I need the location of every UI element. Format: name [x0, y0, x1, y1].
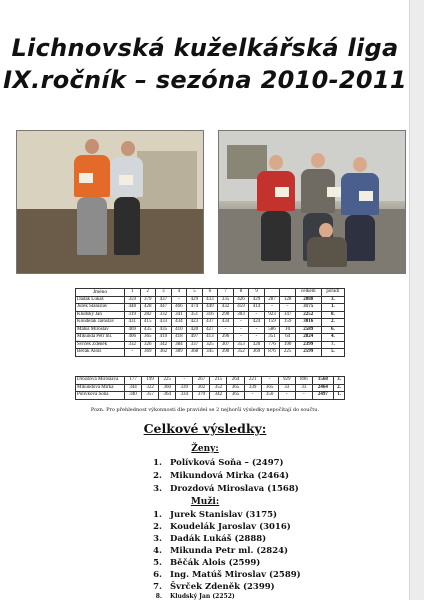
score-cell: 264: [227, 377, 244, 385]
table-header-row: [76, 289, 345, 297]
result-text: Koudelák Jaroslav (3016): [170, 522, 291, 532]
total-cell: 2888: [295, 296, 321, 304]
score-cell: 429: [187, 296, 203, 304]
score-cell: 365: [227, 392, 244, 400]
rank-cell: 7.: [321, 341, 344, 349]
score-cell: 390: [218, 349, 234, 357]
rank-cell: 2.: [334, 384, 345, 392]
overall-results-heading: Celkové výsledky:: [143, 421, 267, 436]
rank-number: 6.: [153, 570, 162, 580]
results-table-women: [75, 376, 345, 400]
score-cell: 929: [278, 377, 295, 385]
score-cell: 159: [280, 319, 296, 327]
rank-cell: 3.: [334, 377, 345, 385]
score-cell: 342: [210, 392, 227, 400]
score-cell: 433: [156, 319, 172, 327]
score-cell: 351: [187, 311, 203, 319]
total-cell: 3016: [295, 319, 321, 327]
rank-number: 3.: [153, 534, 162, 544]
result-text: Dadák Lukáš (2888): [170, 534, 267, 544]
score-cell: 406: [125, 334, 141, 342]
rank-cell: 8.: [321, 311, 344, 319]
score-cell: 449: [202, 304, 218, 312]
player-name: Kludský Jan: [76, 311, 125, 319]
total-cell: 2497: [312, 392, 333, 400]
result-text: Mikunda Petr ml. (2824): [170, 546, 289, 556]
score-cell: 326: [140, 341, 156, 349]
total-cell: 2589: [295, 326, 321, 334]
total-cell: 2599: [295, 349, 321, 357]
score-cell: 360: [159, 384, 176, 392]
score-cell: 340: [125, 392, 142, 400]
score-cell: 368: [187, 349, 203, 357]
score-cell: 447: [156, 304, 172, 312]
score-cell: 33: [278, 384, 295, 392]
score-cell: 474: [187, 304, 203, 312]
player-name: Polívková Soňa: [76, 392, 125, 400]
score-cell: 437: [202, 319, 218, 327]
table-row: [76, 296, 345, 304]
score-cell: 199: [142, 377, 159, 385]
page-edge: [409, 0, 424, 600]
result-text: Běčák Alois (2599): [170, 558, 261, 568]
score-cell: 420: [187, 326, 203, 334]
total-cell: 2824: [295, 334, 321, 342]
score-cell: 335: [218, 296, 234, 304]
results-table-men: [75, 288, 345, 357]
score-cell: 282: [140, 311, 156, 319]
score-cell: 159: [264, 319, 280, 327]
score-cell: 466: [171, 304, 187, 312]
score-cell: 64: [280, 334, 296, 342]
total-cell: 2464: [312, 384, 333, 392]
score-cell: 433: [202, 296, 218, 304]
score-cell: 410: [171, 326, 187, 334]
score-cell: 418: [171, 334, 187, 342]
score-cell: 332: [156, 311, 172, 319]
footnote: Pozn. Pro přehlednost výkonnosti dle pravidel se 2 nejhorší výsledky nepočítají do součtu.: [90, 407, 320, 413]
score-cell: 426: [233, 296, 249, 304]
score-cell: 415: [140, 319, 156, 327]
table-row: [76, 326, 345, 334]
score-cell: 316: [202, 311, 218, 319]
player-name: Mikunda Petr ml.: [76, 334, 125, 342]
score-cell: 350: [261, 392, 278, 400]
score-cell: 339: [176, 384, 193, 392]
score-cell: 896: [295, 377, 312, 385]
photo-women-winners: [16, 130, 204, 274]
total-cell: 2252: [295, 311, 321, 319]
player-name: Mikundová Mirka: [76, 384, 125, 392]
table-row: [76, 341, 345, 349]
score-cell: 353: [233, 341, 249, 349]
header-cell: 5: [187, 289, 203, 297]
rank-cell: 6.: [321, 326, 344, 334]
score-cell: -: [244, 392, 261, 400]
header-cell: 3: [156, 289, 172, 297]
score-cell: -: [264, 304, 280, 312]
total-cell: 2399: [295, 341, 321, 349]
score-cell: 319: [125, 311, 141, 319]
result-text: Švrček Zdeněk (2399): [170, 582, 275, 592]
score-cell: 341: [171, 311, 187, 319]
score-cell: 342: [156, 341, 172, 349]
rank-cell: 1.: [321, 304, 344, 312]
score-cell: 190: [280, 341, 296, 349]
header-cell: [280, 289, 296, 297]
score-cell: 586: [264, 326, 280, 334]
men-heading: Muži:: [190, 497, 220, 507]
score-cell: 302: [193, 384, 210, 392]
men-result-item: [146, 593, 235, 600]
score-cell: 384: [171, 341, 187, 349]
rank-number: 3.: [153, 484, 162, 494]
player-name: Běčák Alois: [76, 349, 125, 357]
score-cell: 339: [244, 384, 261, 392]
table-row: [76, 311, 345, 319]
men-result-item: [146, 558, 260, 568]
table-row: [76, 349, 345, 357]
header-cell: 6: [202, 289, 218, 297]
rank-cell: 2.: [321, 319, 344, 327]
score-cell: 352: [233, 349, 249, 357]
score-cell: 427: [202, 326, 218, 334]
score-cell: 362: [156, 349, 172, 357]
table-row: [76, 392, 345, 400]
score-cell: 322: [142, 384, 159, 392]
rank-cell: 3.: [321, 296, 344, 304]
result-text: Polívková Soňa – (2497): [170, 458, 284, 468]
score-cell: 332: [125, 341, 141, 349]
score-cell: -: [233, 319, 249, 327]
score-cell: 435: [156, 326, 172, 334]
rank-cell: 5.: [321, 349, 344, 357]
score-cell: 413: [202, 334, 218, 342]
score-cell: -: [249, 334, 265, 342]
score-cell: 267: [193, 377, 210, 385]
women-result-item: [146, 458, 284, 468]
score-cell: 357: [142, 392, 159, 400]
score-cell: 459: [233, 304, 249, 312]
score-cell: 469: [125, 326, 141, 334]
score-cell: 776: [264, 341, 280, 349]
score-cell: 33: [295, 384, 312, 392]
score-cell: -: [176, 377, 193, 385]
score-cell: 379: [193, 392, 210, 400]
score-cell: 10: [280, 326, 296, 334]
player-name: Jurek Stanislav: [76, 304, 125, 312]
men-result-item: [146, 522, 291, 532]
women-result-item: [146, 471, 289, 481]
score-cell: 429: [249, 296, 265, 304]
score-cell: 221: [244, 377, 261, 385]
page-subtitle: IX.ročník – sezóna 2010-2011: [3, 66, 407, 94]
page-title: Lichnovská kuželkářská liga: [11, 34, 399, 62]
score-cell: 424: [249, 319, 265, 327]
score-cell: -: [125, 349, 141, 357]
score-cell: -: [261, 377, 278, 385]
header-cell: 9: [249, 289, 265, 297]
score-cell: 320: [249, 341, 265, 349]
score-cell: 344: [125, 384, 142, 392]
header-cell: celkem: [295, 289, 321, 297]
header-cell: 2: [140, 289, 156, 297]
score-cell: 414: [249, 304, 265, 312]
rank-number: 5.: [153, 558, 162, 568]
table-row: [76, 319, 345, 327]
women-heading: Ženy:: [191, 444, 219, 454]
score-cell: 431: [125, 319, 141, 327]
score-cell: -: [295, 392, 312, 400]
player-name: Dadák Lukáš: [76, 296, 125, 304]
score-cell: 437: [156, 296, 172, 304]
score-cell: 396: [218, 334, 234, 342]
score-cell: 923: [264, 311, 280, 319]
header-cell: [264, 289, 280, 297]
table-row: [76, 304, 345, 312]
score-cell: 352: [210, 384, 227, 392]
score-cell: 177: [125, 377, 142, 385]
score-cell: -: [218, 326, 234, 334]
table-row: [76, 377, 345, 385]
total-cell: 3175: [295, 304, 321, 312]
score-cell: -: [171, 296, 187, 304]
score-cell: 365: [261, 384, 278, 392]
score-cell: 225: [280, 349, 296, 357]
score-cell: 215: [210, 377, 227, 385]
header-cell: Jméno: [76, 289, 125, 297]
score-cell: -: [249, 326, 265, 334]
women-result-item: [146, 484, 299, 494]
score-cell: 365: [227, 384, 244, 392]
rank-cell: 1.: [334, 392, 345, 400]
rank-number: 4.: [153, 546, 162, 556]
player-name: Koudelák Jaroslav: [76, 319, 125, 327]
score-cell: -: [233, 334, 249, 342]
score-cell: 448: [125, 304, 141, 312]
result-text: Mikundová Mirka (2464): [170, 471, 290, 481]
player-name: Drozdová Miroslava: [76, 377, 125, 385]
score-cell: 225: [159, 377, 176, 385]
score-cell: 334: [176, 392, 193, 400]
rank-number: 7.: [153, 582, 162, 592]
header-cell: 8: [233, 289, 249, 297]
result-text: Ing. Matúš Miroslav (2589): [170, 570, 301, 580]
score-cell: -: [280, 304, 296, 312]
player-name: Švrček Zdeněk: [76, 341, 125, 349]
score-cell: -: [249, 311, 265, 319]
score-cell: 337: [187, 341, 203, 349]
score-cell: 369: [140, 349, 156, 357]
rank-number: 8.: [155, 593, 162, 600]
header-cell: 7: [218, 289, 234, 297]
men-result-item: [146, 582, 275, 592]
score-cell: 419: [156, 334, 172, 342]
score-cell: 389: [171, 349, 187, 357]
table-row: [76, 384, 345, 392]
score-cell: 345: [202, 349, 218, 357]
score-cell: 434: [218, 319, 234, 327]
score-cell: 287: [264, 296, 280, 304]
score-cell: 325: [202, 341, 218, 349]
score-cell: 369: [249, 349, 265, 357]
score-cell: 307: [218, 341, 234, 349]
rank-cell: 4.: [321, 334, 344, 342]
men-result-item: [146, 534, 266, 544]
photo-men-winners: [218, 130, 406, 274]
score-cell: 379: [140, 296, 156, 304]
rank-number: 1.: [153, 458, 162, 468]
result-text: Kludský Jan (2252): [170, 593, 235, 600]
men-result-item: [146, 546, 288, 556]
score-cell: 364: [159, 392, 176, 400]
score-cell: 359: [125, 296, 141, 304]
player-name: Matúš Miroslav: [76, 326, 125, 334]
score-cell: 303: [233, 311, 249, 319]
score-cell: 432: [218, 304, 234, 312]
rank-number: 2.: [153, 522, 162, 532]
table-row: [76, 334, 345, 342]
rank-number: 1.: [153, 510, 162, 520]
header-cell: 1: [125, 289, 141, 297]
score-cell: 497: [187, 334, 203, 342]
score-cell: 435: [140, 326, 156, 334]
header-cell: pořadí: [321, 289, 344, 297]
result-text: Jurek Stanislav (3175): [170, 510, 278, 520]
header-cell: 4: [171, 289, 187, 297]
score-cell: 434: [171, 319, 187, 327]
score-cell: 128: [280, 296, 296, 304]
score-cell: -: [278, 392, 295, 400]
score-cell: 365: [140, 334, 156, 342]
score-cell: 428: [140, 304, 156, 312]
score-cell: 423: [187, 319, 203, 327]
score-cell: 147: [280, 311, 296, 319]
men-result-item: [146, 510, 277, 520]
total-cell: 1568: [312, 377, 333, 385]
score-cell: 290: [218, 311, 234, 319]
result-text: Drozdová Miroslava (1568): [170, 484, 299, 494]
score-cell: 876: [264, 349, 280, 357]
men-result-item: [146, 570, 301, 580]
score-cell: 351: [264, 334, 280, 342]
rank-number: 2.: [153, 471, 162, 481]
score-cell: -: [233, 326, 249, 334]
